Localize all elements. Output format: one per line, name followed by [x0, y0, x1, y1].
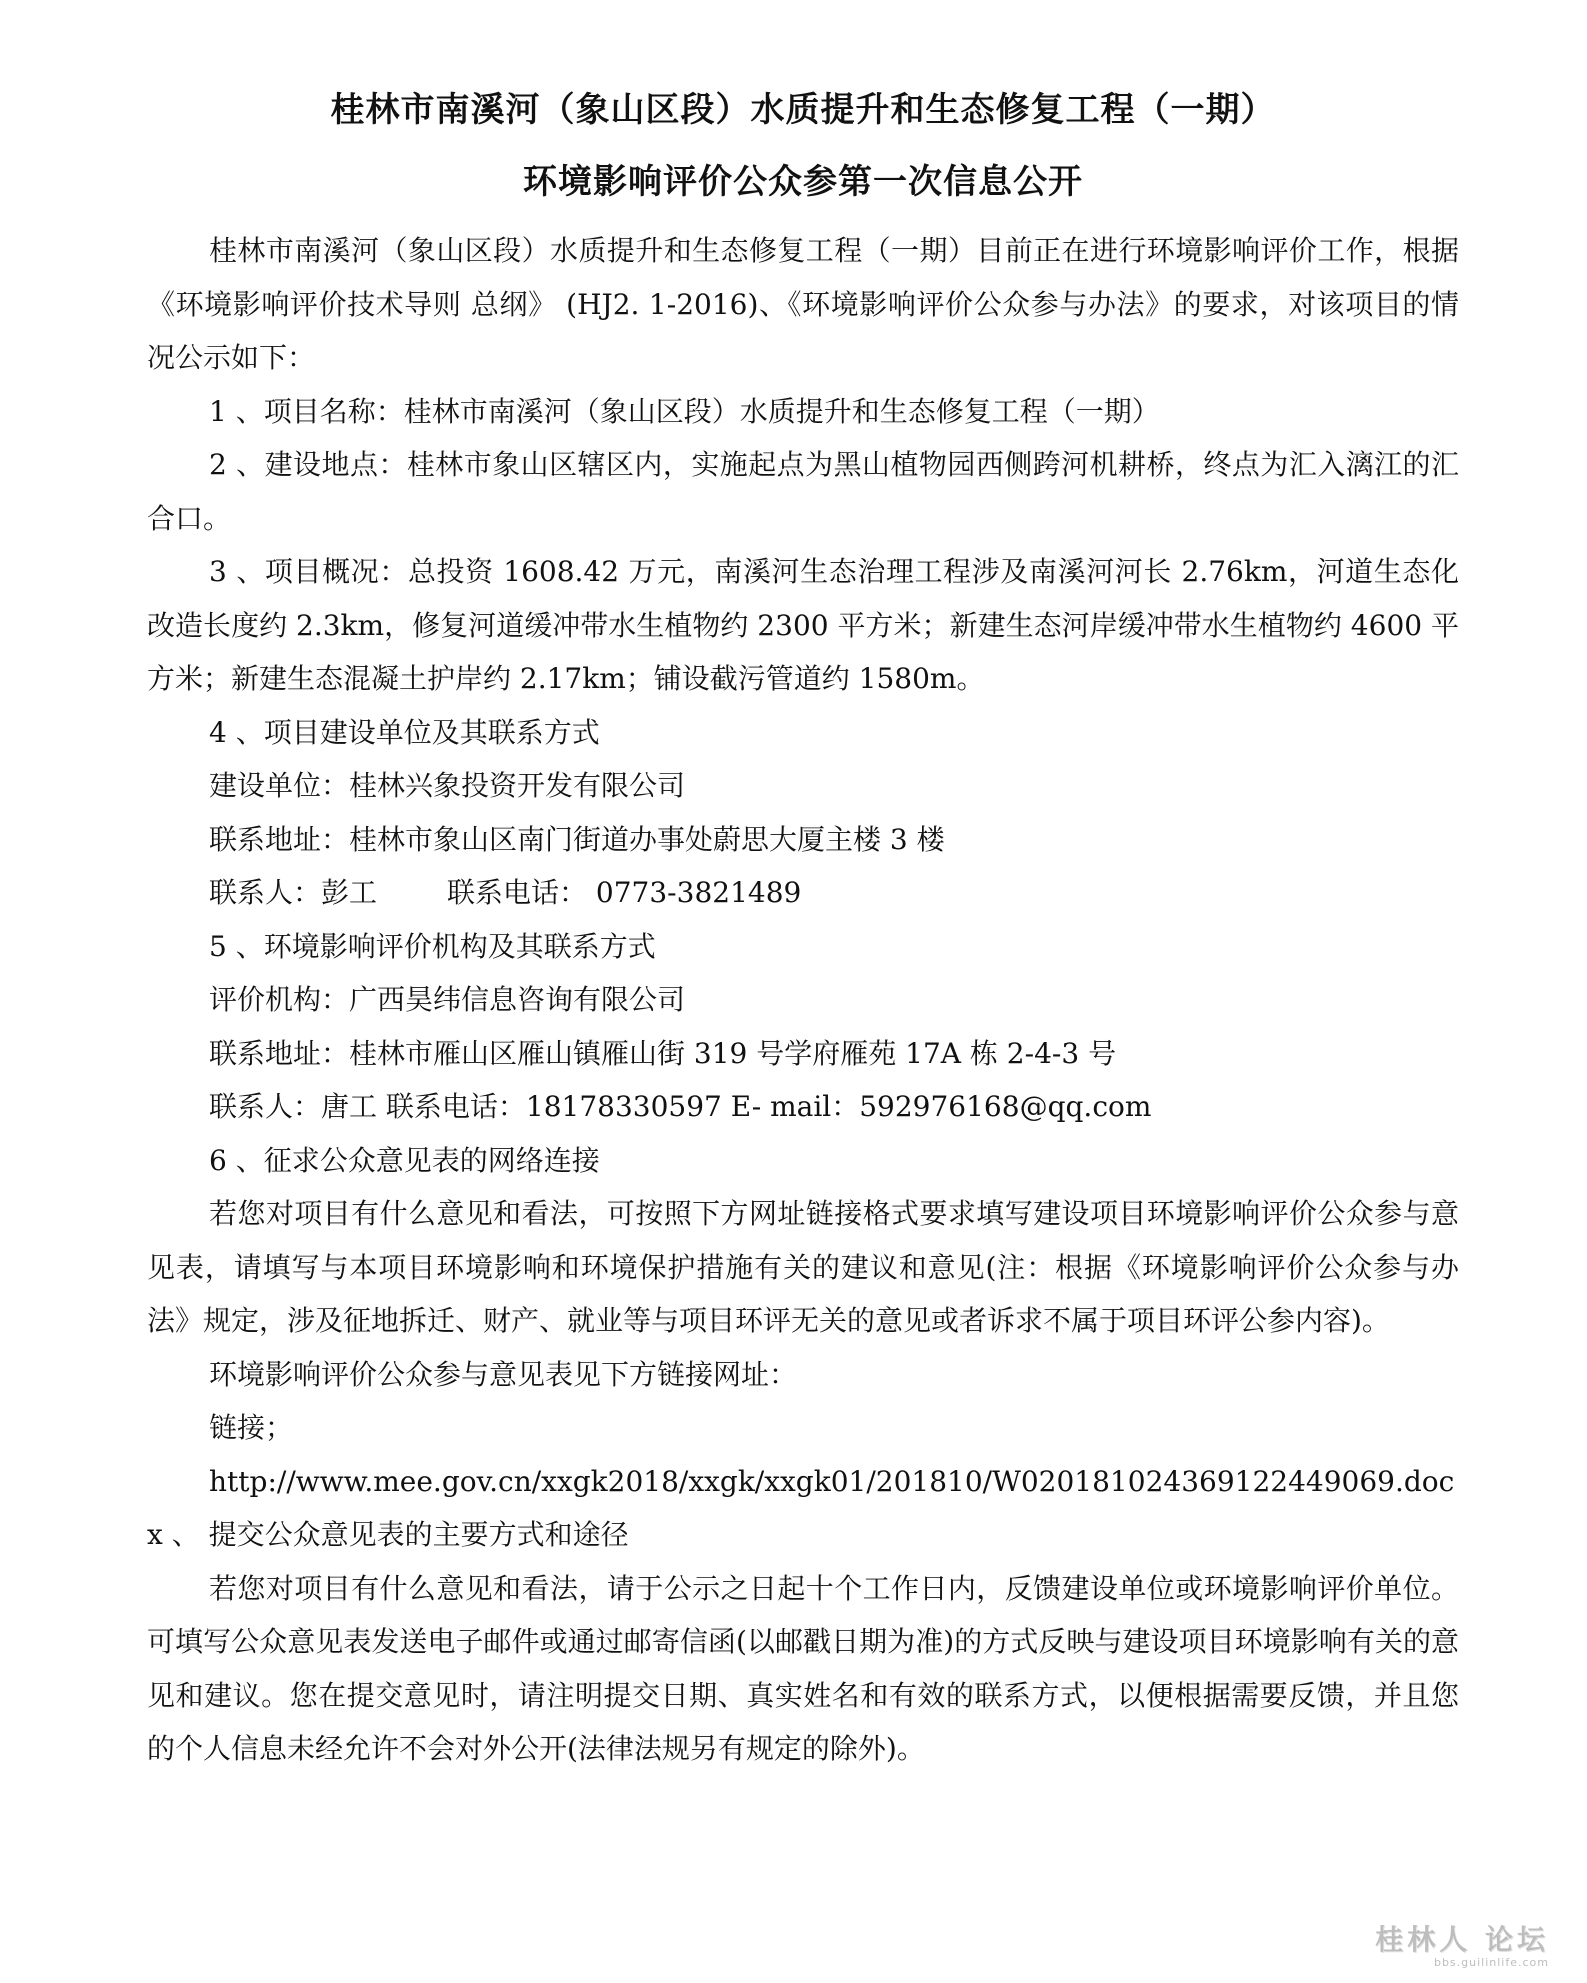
builder-unit: 建设单位：桂林兴象投资开发有限公司 — [209, 769, 686, 802]
eval-contact: 联系人：唐工 联系电话：18178330597 E- mail：592976168@qq.com — [209, 1090, 1152, 1123]
eval-org: 评价机构：广西昊纬信息咨询有限公司 — [209, 983, 686, 1016]
submission-paragraph: 若您对项目有什么意见和看法，请于公示之日起十个工作日内，反馈建设单位或环境影响评价单位。可填写公众意见表发送电子邮件或通过邮寄信函(以邮戳日期为准)的方式反映与建设项目环境影响有关的意见和建议。您在提交意见时，请注明提交日期、真实姓名和有效的联系方式，以便根据需要反馈，并且您的个人信息未经允许不会对外公开(法律法规另有规定的除外)。 — [147, 1571, 1459, 1765]
eval-address: 联系地址：桂林市雁山区雁山镇雁山街 319 号学府雁苑 17A 栋 2-4-3 号 — [209, 1036, 1117, 1070]
forum-watermark — [1375, 1918, 1549, 1969]
item6-heading: 6 、征求公众意见表的网络连接 — [209, 1143, 600, 1177]
notice-document — [147, 88, 1459, 1776]
watermark-sub: bbs.guilinlife.com — [1433, 1956, 1549, 1969]
intro-paragraph: 桂林市南溪河（象山区段）水质提升和生态修复工程（一期）目前正在进行环境影响评价工作，根据《环境影响评价技术导则 总纲》 (HJ2. 1-2016)、《环境影响评价公众参与办法》的要求，对该项目的情况公示如下： — [147, 234, 1459, 374]
item4-heading: 4 、项目建设单位及其联系方式 — [209, 715, 600, 749]
document-title-line1: 桂林市南溪河（象山区段）水质提升和生态修复工程（一期） — [330, 90, 1276, 130]
builder-contact-line — [147, 866, 1459, 920]
document-title-line2: 环境影响评价公众参第一次信息公开 — [523, 162, 1083, 202]
builder-address: 联系地址：桂林市象山区南门街道办事处蔚思大厦主楼 3 楼 — [209, 822, 945, 856]
document-body — [147, 224, 1459, 1776]
item2-location: 2 、建设地点：桂林市象山区辖区内，实施起点为黑山植物园西侧跨河机耕桥，终点为汇入漓江的汇合口。 — [147, 448, 1459, 535]
form-link-label: 环境影响评价公众参与意见表见下方链接网址： — [209, 1357, 798, 1391]
item1-project-name: 1 、项目名称：桂林市南溪河（象山区段）水质提升和生态修复工程（一期） — [209, 394, 1160, 428]
item5-heading: 5 、环境影响评价机构及其联系方式 — [209, 929, 656, 963]
watermark-main: 桂林人 论坛 — [1375, 1923, 1549, 1956]
item3-overview: 3 、项目概况：总投资 1608.42 万元，南溪河生态治理工程涉及南溪河河长 2.76km，河道生态化改造长度约 2.3km，修复河道缓冲带水生植物约 2300 平方米；新建生态河岸缓冲带水生植物约 4600 平方米；新建生态混凝土护岸约 2.17km；铺设截污管道约 1580m。 — [147, 555, 1459, 695]
form-link-url[interactable]: http://www.mee.gov.cn/xxgk2018/xxgk/xxgk01/201810/W020181024369122449069.docx 、 提交公众意见表的主要方式和途径 — [147, 1464, 1455, 1551]
builder-contact-person: 联系人：彭工 — [209, 876, 378, 909]
link-label: 链接； — [209, 1411, 294, 1444]
opinion-intro: 若您对项目有什么意见和看法，可按照下方网址链接格式要求填写建设项目环境影响评价公众参与意见表，请填写与本项目环境影响和环境保护措施有关的建议和意见(注：根据《环境影响评价公众参与办法》规定，涉及征地拆迁、财产、就业等与项目环评无关的意见或者诉求不属于项目环评公参内容)。 — [147, 1197, 1459, 1337]
builder-contact-phone: 联系电话： 0773-3821489 — [447, 876, 802, 909]
